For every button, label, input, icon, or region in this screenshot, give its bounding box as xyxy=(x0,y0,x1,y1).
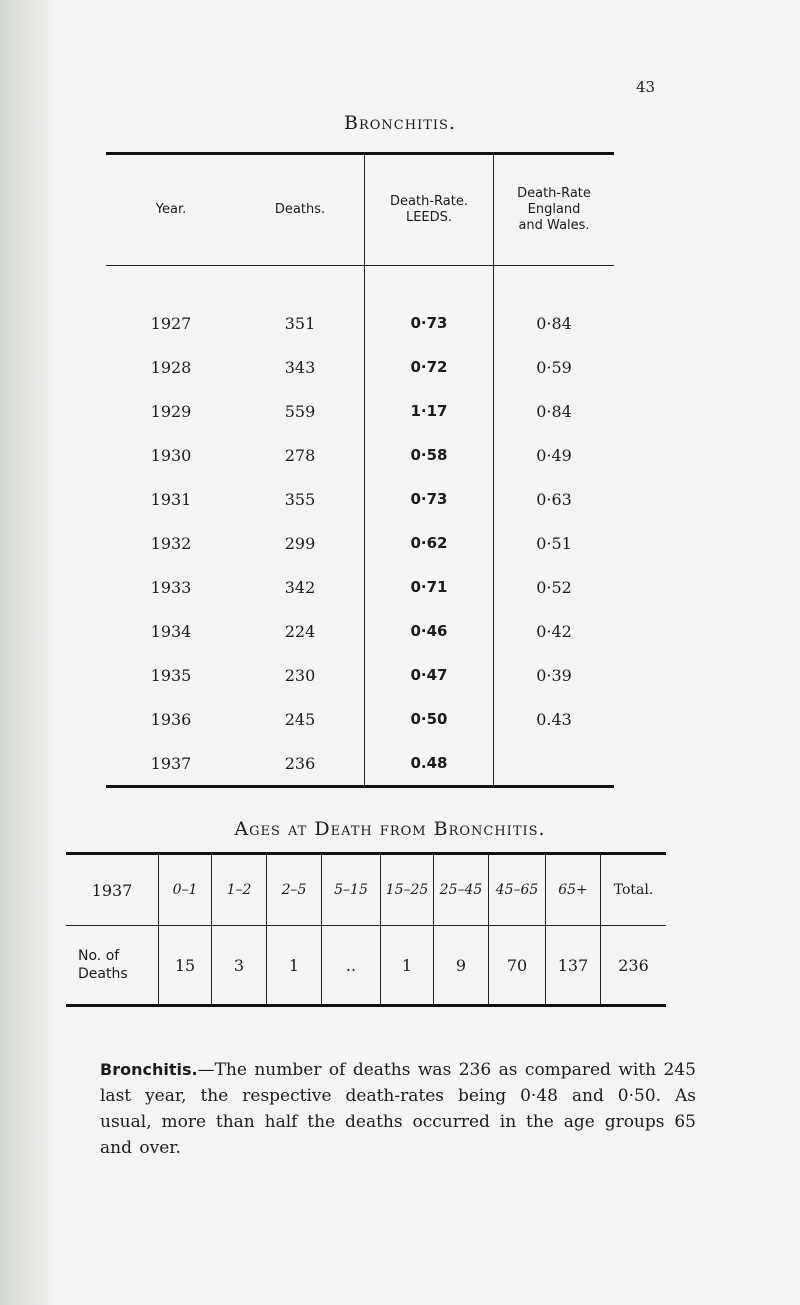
cell-rate-leeds: 0·73 xyxy=(365,477,494,521)
bronchitis-paragraph xyxy=(100,1057,696,1161)
cell-rate-england-wales: 0·42 xyxy=(536,621,572,641)
table-row xyxy=(106,389,614,433)
page-number: 43 xyxy=(636,78,656,96)
cell-rate-england-wales: 0.43 xyxy=(536,709,572,729)
table-row xyxy=(106,266,614,346)
cell-deaths: 278 xyxy=(236,433,365,477)
header-deaths: Deaths. xyxy=(236,154,365,266)
table-header-row xyxy=(66,854,666,926)
cell-year: 1932 xyxy=(150,533,192,553)
cell-rate-england-wales: 0·63 xyxy=(536,489,572,509)
total-cell: 236 xyxy=(618,955,649,975)
cell-deaths: 299 xyxy=(236,521,365,565)
cell-rate-leeds: 0·58 xyxy=(365,433,494,477)
table-row xyxy=(106,741,614,787)
row-label: No. of Deaths xyxy=(66,926,159,1006)
cell-rate-england-wales: 0·39 xyxy=(536,665,572,685)
header-age-group: 2–5 xyxy=(267,854,322,926)
table-cell: 1 xyxy=(381,926,434,1006)
cell-year: 1928 xyxy=(150,357,192,377)
header-age-group: 65+ xyxy=(546,854,601,926)
bronchitis-death-table xyxy=(106,152,614,788)
cell-rate-leeds: 1·17 xyxy=(365,389,494,433)
cell-deaths: 343 xyxy=(236,345,365,389)
table-row xyxy=(106,433,614,477)
cell-year: 1935 xyxy=(150,665,192,685)
table-cell: 1 xyxy=(267,926,322,1006)
header-age-group: 45–65 xyxy=(489,854,546,926)
ages-at-death-table xyxy=(66,852,666,1007)
cell-deaths: 245 xyxy=(236,697,365,741)
table-cell: 15 xyxy=(159,926,212,1006)
cell-year: 1934 xyxy=(150,621,192,641)
header-death-rate-leeds: Death-Rate. LEEDS. xyxy=(365,154,494,266)
header-age-group: 25–45 xyxy=(434,854,489,926)
cell-rate-england-wales: 0·52 xyxy=(536,577,572,597)
cell-rate-leeds: 0·72 xyxy=(365,345,494,389)
cell-year: 1930 xyxy=(150,445,192,465)
paragraph-lead: Bronchitis. xyxy=(100,1060,198,1079)
header-age-group: 15–25 xyxy=(381,854,434,926)
table-cell: 70 xyxy=(489,926,546,1006)
table2-title: Ages at Death from Bronchitis. xyxy=(234,818,546,840)
cell-rate-england-wales: 0·84 xyxy=(536,313,572,333)
table1-title: Bronchitis. xyxy=(344,112,456,134)
cell-deaths: 224 xyxy=(236,609,365,653)
cell-rate-england-wales: 0·59 xyxy=(536,357,572,377)
table-row xyxy=(106,345,614,389)
cell-rate-leeds: 0·46 xyxy=(365,609,494,653)
cell-year: 1937 xyxy=(150,753,192,773)
header-year: Year. xyxy=(106,154,236,266)
table-row xyxy=(66,926,666,1006)
cell-rate-england-wales: 0·84 xyxy=(536,401,572,421)
cell-rate-leeds: 0·47 xyxy=(365,653,494,697)
cell-rate-england-wales: 0·51 xyxy=(536,533,572,553)
cell-deaths: 351 xyxy=(236,266,365,346)
table-cell: 3 xyxy=(212,926,267,1006)
cell-rate-leeds: 0·62 xyxy=(365,521,494,565)
cell-rate-england-wales xyxy=(494,741,615,787)
cell-rate-leeds: 0·50 xyxy=(365,697,494,741)
table-cell: .. xyxy=(322,926,381,1006)
table-row xyxy=(106,653,614,697)
cell-deaths: 236 xyxy=(236,741,365,787)
cell-rate-england-wales: 0·49 xyxy=(536,445,572,465)
table-cell: 9 xyxy=(434,926,489,1006)
cell-deaths: 559 xyxy=(236,389,365,433)
table-row xyxy=(106,697,614,741)
header-age-group: 1–2 xyxy=(212,854,267,926)
header-age-group: 0–1 xyxy=(159,854,212,926)
cell-rate-leeds: 0·71 xyxy=(365,565,494,609)
cell-year: 1931 xyxy=(150,489,192,509)
cell-year: 1927 xyxy=(150,313,192,333)
table-row xyxy=(106,521,614,565)
cell-year: 1933 xyxy=(150,577,192,597)
header-age-group: 5–15 xyxy=(322,854,381,926)
table-header-row xyxy=(106,154,614,266)
cell-deaths: 230 xyxy=(236,653,365,697)
cell-rate-leeds: 0·73 xyxy=(365,266,494,346)
header-death-rate-england-wales: Death-Rate England and Wales. xyxy=(494,154,615,266)
page-shadow xyxy=(0,0,60,1305)
cell-year: 1936 xyxy=(150,709,192,729)
cell-rate-leeds: 0.48 xyxy=(365,741,494,787)
table-row xyxy=(106,477,614,521)
paragraph-text: —The number of deaths was 236 as compared with 245 last year, the respective death-rates being 0·48 and 0·50. As usual, more than half the deaths occurred in the age groups 65 and over. xyxy=(100,1060,696,1158)
cell-deaths: 355 xyxy=(236,477,365,521)
table-row xyxy=(106,565,614,609)
cell-deaths: 342 xyxy=(236,565,365,609)
table-cell: 137 xyxy=(546,926,601,1006)
table-row xyxy=(106,609,614,653)
header-total: Total. xyxy=(601,854,667,926)
header-year: 1937 xyxy=(66,854,159,926)
cell-year: 1929 xyxy=(150,401,192,421)
